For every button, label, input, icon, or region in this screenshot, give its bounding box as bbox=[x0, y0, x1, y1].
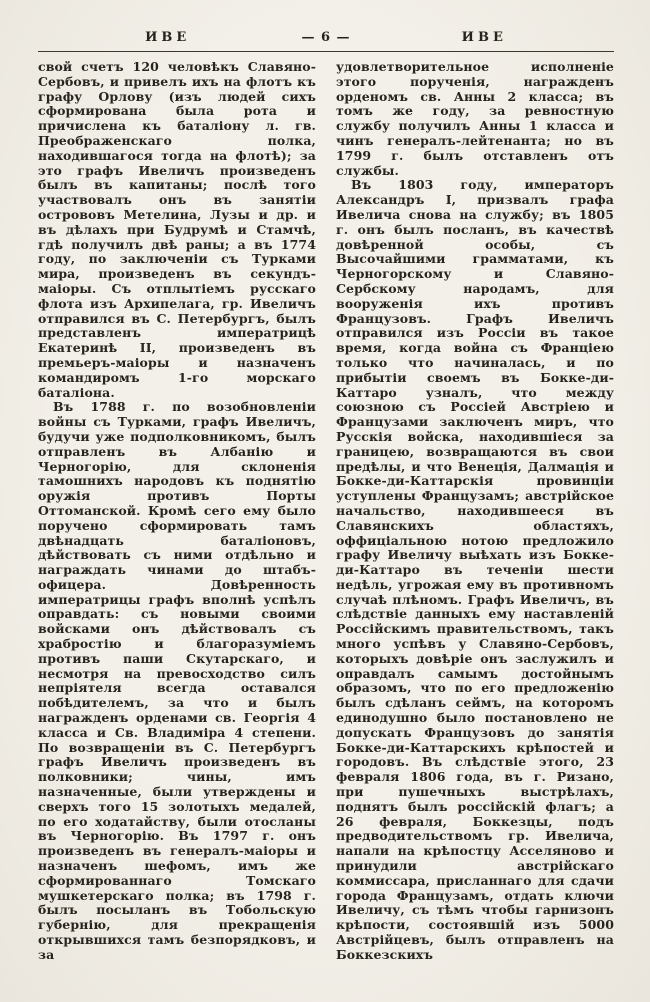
header-rule bbox=[38, 51, 614, 52]
page-number: — 6 — bbox=[301, 30, 351, 45]
running-head-left: ИВЕ bbox=[145, 30, 191, 45]
running-head bbox=[38, 30, 614, 45]
paragraph-right-2: Въ 1803 году, императоръ Александръ I, призвалъ графа Ивелича снова на службу; въ 1805 г. онъ былъ посланъ, въ качествѣ довѣренной особы, съ Высочайшими грамматами, къ Черногорскому и Славяно-Сербскому народамъ, для вооруженія ихъ противъ Французовъ. Графъ Ивеличъ отправился изъ Россіи въ такое время, когда война съ Франціею только что начиналась, и по прибытіи своемъ въ Бокке-ди-Каттаро узналъ, что между союзною съ Россіей Австріею и Французами заключенъ миръ, что Русскія войска, находившіеся за границею, возвращаются въ свои предѣлы, и что Венеція, Далмація и Бокке-ди-Каттарскія провинціи уступлены Французамъ; австрійское начальство, находившееся въ Славянскихъ областяхъ, оффиціальною нотою предложило графу Ивеличу выѣхать изъ Бокке-ди-Каттаро въ теченіи шести недѣль, угрожая ему въ противномъ случаѣ плѣномъ. Графъ Ивеличъ, въ слѣдствіе данныхъ ему наставленій Россійскимъ правительствомъ, такъ много успѣвъ у Славяно-Сербовъ, которыхъ довѣріе онъ заслужилъ и оправдалъ самымъ достойнымъ образомъ, что по его предложенію былъ сдѣланъ сеймъ, на которомъ единодушно было постановлено не допускать Французовъ до занятія Бокке-ди-Каттарскихъ крѣпостей и городовъ. Въ слѣдствіе этого, 23 февраля 1806 года, въ г. Ризано, при пушечныхъ выстрѣлахъ, поднятъ былъ россійскій флагъ; а 26 февраля, Боккезцы, подъ предводительствомъ гр. Ивелича, напали на крѣпостцу Асселяново и принудили австрійскаго коммиссара, присланнаго для сдачи города Французамъ, отдать ключи Ивеличу, съ тѣмъ чтобы гарнизонъ крѣпости, состоявшій изъ 5000 Австрійцевъ, былъ отправленъ на Боккезскихъ bbox=[336, 177, 614, 962]
paragraph-right-1: удовлетворительное исполненіе этого порученія, награжденъ орденомъ св. Анны 2 класса; въ томъ же году, за ревностную службу получилъ Анны 1 класса и чинъ генералъ-лейтенанта; но въ 1799 г. былъ отставленъ отъ службы. bbox=[336, 59, 614, 178]
paragraph-left-2: Въ 1788 г. по возобновленіи войны съ Турками, графъ Ивеличъ, будучи уже подполковникомъ, былъ отправленъ въ Албанію и Черногорію, для склоненія тамошнихъ народовъ къ поднятію оружія противъ Порты Оттоманской. Кромѣ сего ему было поручено сформировать тамъ двѣнадцать баталіоновъ, дѣйствовать съ ними отдѣльно и награждать чинами до штабъ-офицера. Довѣренность императрицы графъ вполнѣ успѣлъ оправдать: съ новыми своими войсками онъ дѣйствовалъ съ храбростію и благоразуміемъ противъ паши Скутарскаго, и несмотря на превосходство силъ непріятеля всегда оставался побѣдителемъ, за что и былъ награжденъ орденами св. Георгія 4 класса и Св. Владиміра 4 степени. По возвращеніи въ С. Петербургъ графъ Ивеличъ произведенъ въ полковники; чины, имъ назначенные, были утверждены и сверхъ того 15 золотыхъ медалей, по его ходатайству, были отосланы въ Черногорію. Въ 1797 г. онъ произведенъ въ генералъ-маіоры и назначенъ шефомъ, имъ же сформированнаго Томскаго мушкетерскаго полка; въ 1798 г. былъ посыланъ въ Тобольскую губернію, для прекращенія открывшихся тамъ безпорядковъ, и за bbox=[38, 399, 316, 962]
running-head-right: ИВЕ bbox=[461, 30, 507, 45]
right-column bbox=[336, 60, 614, 963]
text-columns bbox=[38, 60, 614, 963]
left-column bbox=[38, 60, 316, 963]
paragraph-left-1: свой счетъ 120 человѣкъ Славяно-Сербовъ, и привелъ ихъ на флотъ къ графу Орлову (изъ людей сихъ сформирована была рота и причислена къ баталіону л. гв. Преображенскаго полка, находившагося тогда на флотѣ); за это графъ Ивеличъ произведенъ былъ въ капитаны; послѣ того участвовалъ онъ въ занятіи острововъ Метелина, Лузы и др. и въ дѣлахъ при Будрумѣ и Стамчѣ, гдѣ получилъ двѣ раны; а въ 1774 году, по заключеніи съ Турками мира, произведенъ въ секундъ-маіоры. Съ отплытіемъ русскаго флота изъ Архипелага, гр. Ивеличъ отправился въ С. Петербургъ, былъ представленъ императрицѣ Екатеринѣ II, произведенъ въ премьеръ-маіоры и назначенъ командиромъ 1-го морскаго баталіона. bbox=[38, 59, 316, 400]
